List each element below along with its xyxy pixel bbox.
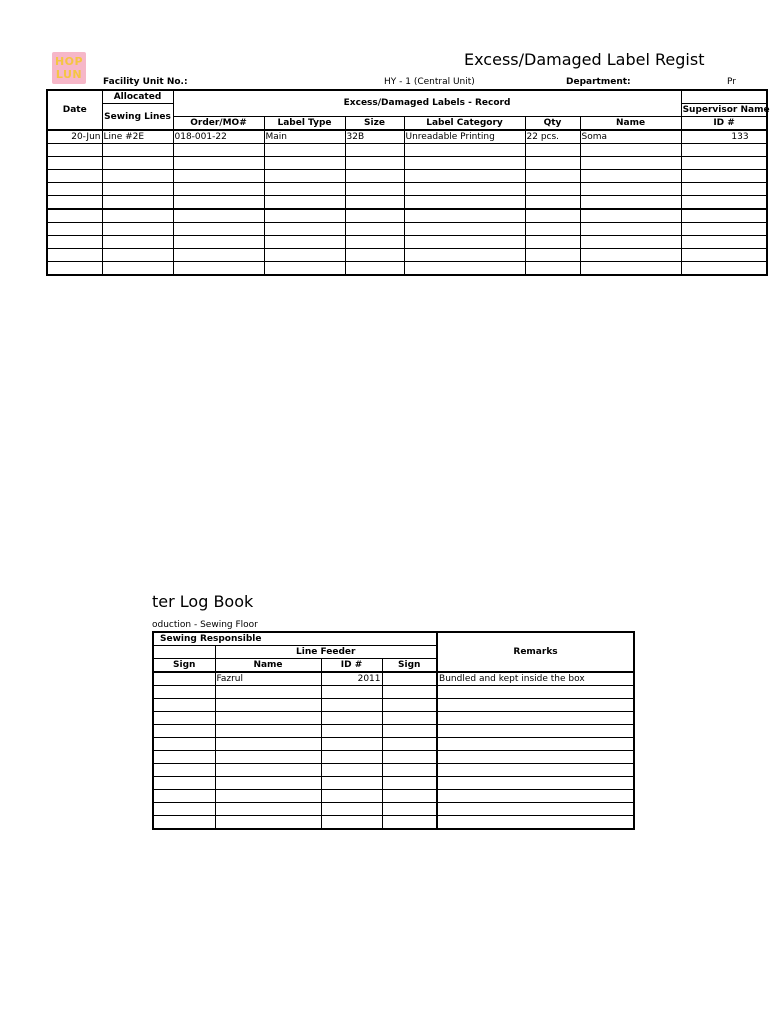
logo-text-bottom: LUN (55, 68, 83, 81)
empty-cell (525, 236, 580, 249)
empty-row (47, 223, 767, 236)
empty-cell (404, 209, 525, 223)
empty-row (153, 816, 634, 830)
empty-cell (153, 751, 215, 764)
empty-cell (321, 725, 382, 738)
empty-cell (681, 196, 767, 210)
cell-sign (153, 672, 215, 686)
empty-cell (153, 764, 215, 777)
empty-cell (264, 144, 345, 157)
department-label: Department: (566, 77, 631, 87)
cell-label-type: Main (264, 130, 345, 144)
header-remarks: Remarks (437, 632, 634, 672)
empty-cell (321, 803, 382, 816)
empty-row (47, 183, 767, 196)
empty-row (153, 725, 634, 738)
empty-cell (102, 183, 173, 196)
empty-cell (382, 725, 437, 738)
empty-cell (437, 712, 634, 725)
department-value: Pr (727, 77, 736, 87)
empty-cell (173, 157, 264, 170)
empty-cell (102, 144, 173, 157)
empty-cell (102, 262, 173, 276)
empty-cell (264, 157, 345, 170)
empty-cell (47, 144, 102, 157)
empty-cell (525, 223, 580, 236)
empty-cell (47, 262, 102, 276)
empty-cell (681, 209, 767, 223)
empty-cell (321, 751, 382, 764)
s2-header-blank (153, 646, 215, 659)
header-line-feeder: Line Feeder (215, 646, 437, 659)
empty-cell (437, 738, 634, 751)
empty-cell (580, 223, 681, 236)
empty-cell (264, 236, 345, 249)
empty-cell (382, 751, 437, 764)
empty-cell (321, 816, 382, 830)
empty-cell (102, 223, 173, 236)
empty-cell (153, 712, 215, 725)
empty-row (153, 699, 634, 712)
empty-cell (525, 196, 580, 210)
logo-text-top: HOP (54, 55, 84, 68)
empty-row (153, 738, 634, 751)
empty-cell (102, 249, 173, 262)
empty-cell (681, 236, 767, 249)
empty-cell (580, 262, 681, 276)
empty-cell (382, 699, 437, 712)
empty-cell (102, 209, 173, 223)
empty-cell (153, 725, 215, 738)
header-sewing-responsible: Sewing Responsible (153, 632, 437, 646)
cell-remarks: Bundled and kept inside the box (437, 672, 634, 686)
facility-value: HY - 1 (Central Unit) (384, 77, 475, 87)
empty-row (153, 712, 634, 725)
empty-cell (47, 249, 102, 262)
header-feeder-sign: Sign (382, 659, 437, 673)
empty-row (47, 196, 767, 210)
cell-category: Unreadable Printing (404, 130, 525, 144)
header-sewing-lines: Sewing Lines (102, 104, 173, 131)
cell-id: 133 (681, 130, 767, 144)
empty-cell (47, 196, 102, 210)
empty-cell (345, 183, 404, 196)
empty-row (153, 764, 634, 777)
empty-cell (345, 209, 404, 223)
empty-row (47, 157, 767, 170)
empty-cell (681, 157, 767, 170)
cell-line: Line #2E (102, 130, 173, 144)
header-supervisor-name: Supervisor Name (682, 104, 770, 115)
empty-cell (681, 144, 767, 157)
empty-cell (404, 196, 525, 210)
empty-cell (215, 738, 321, 751)
empty-cell (404, 223, 525, 236)
sheet1-title-wrap (440, 48, 738, 72)
empty-cell (47, 236, 102, 249)
empty-cell (173, 209, 264, 223)
empty-cell (382, 790, 437, 803)
empty-cell (580, 249, 681, 262)
empty-cell (215, 686, 321, 699)
empty-cell (102, 236, 173, 249)
empty-cell (153, 699, 215, 712)
empty-cell (437, 803, 634, 816)
empty-cell (47, 170, 102, 183)
cell-feeder-sign (382, 672, 437, 686)
empty-cell (173, 170, 264, 183)
sheet2-title-wrap (152, 590, 292, 614)
empty-cell (437, 699, 634, 712)
empty-cell (404, 183, 525, 196)
empty-row (47, 249, 767, 262)
empty-cell (47, 183, 102, 196)
empty-cell (437, 790, 634, 803)
empty-cell (321, 790, 382, 803)
empty-row (47, 170, 767, 183)
header-qty: Qty (525, 117, 580, 131)
empty-cell (264, 249, 345, 262)
empty-row (153, 751, 634, 764)
empty-cell (580, 236, 681, 249)
empty-row (47, 262, 767, 276)
empty-cell (321, 699, 382, 712)
empty-cell (437, 725, 634, 738)
empty-cell (215, 790, 321, 803)
header-id: ID # (681, 117, 767, 131)
empty-row (47, 144, 767, 157)
empty-cell (437, 764, 634, 777)
empty-cell (437, 686, 634, 699)
empty-cell (173, 262, 264, 276)
cell-qty: 22 pcs. (525, 130, 580, 144)
empty-row (153, 777, 634, 790)
empty-cell (264, 262, 345, 276)
header-size: Size (345, 117, 404, 131)
empty-cell (173, 249, 264, 262)
label-register-table (46, 89, 768, 276)
header-feeder-id: ID # (321, 659, 382, 673)
empty-cell (681, 183, 767, 196)
header-blank (681, 90, 767, 104)
company-logo (52, 52, 86, 84)
empty-cell (404, 144, 525, 157)
empty-cell (404, 157, 525, 170)
table-row (153, 672, 634, 686)
empty-cell (173, 183, 264, 196)
cell-feeder-name: Fazrul (215, 672, 321, 686)
empty-cell (525, 183, 580, 196)
sheet2-table-wrap (152, 631, 633, 827)
sheet2-title: ter Log Book (152, 592, 254, 611)
empty-cell (321, 686, 382, 699)
empty-cell (153, 738, 215, 751)
empty-cell (437, 751, 634, 764)
empty-cell (525, 249, 580, 262)
header-record-group: Excess/Damaged Labels - Record (173, 90, 681, 117)
empty-cell (345, 157, 404, 170)
log-book-table (152, 631, 635, 830)
empty-cell (437, 816, 634, 830)
empty-cell (173, 236, 264, 249)
empty-cell (345, 144, 404, 157)
empty-row (47, 209, 767, 223)
empty-cell (215, 777, 321, 790)
empty-row (153, 790, 634, 803)
empty-cell (345, 196, 404, 210)
empty-cell (382, 803, 437, 816)
empty-cell (525, 157, 580, 170)
empty-cell (404, 170, 525, 183)
empty-cell (321, 712, 382, 725)
empty-cell (264, 196, 345, 210)
empty-cell (102, 196, 173, 210)
empty-cell (153, 777, 215, 790)
empty-cell (681, 170, 767, 183)
header-order: Order/MO# (173, 117, 264, 131)
empty-cell (47, 223, 102, 236)
empty-cell (580, 144, 681, 157)
header-name: Name (580, 117, 681, 131)
s2-header-row-1 (153, 632, 634, 646)
empty-cell (102, 157, 173, 170)
empty-cell (580, 209, 681, 223)
empty-cell (102, 170, 173, 183)
empty-cell (580, 157, 681, 170)
empty-cell (153, 790, 215, 803)
empty-cell (173, 223, 264, 236)
empty-cell (525, 262, 580, 276)
empty-cell (382, 738, 437, 751)
empty-cell (264, 209, 345, 223)
empty-cell (525, 209, 580, 223)
empty-cell (215, 725, 321, 738)
empty-cell (580, 170, 681, 183)
empty-cell (525, 170, 580, 183)
empty-cell (345, 236, 404, 249)
empty-cell (47, 157, 102, 170)
facility-label: Facility Unit No.: (103, 77, 188, 87)
table-row (47, 130, 767, 144)
header-row-1 (47, 90, 767, 104)
empty-cell (345, 249, 404, 262)
empty-cell (321, 738, 382, 751)
empty-cell (264, 223, 345, 236)
empty-cell (437, 777, 634, 790)
empty-cell (580, 183, 681, 196)
header-sign: Sign (153, 659, 215, 673)
sheet1-table-wrap (46, 89, 770, 284)
empty-cell (382, 777, 437, 790)
cell-date: 20-Jun (47, 130, 102, 144)
empty-cell (321, 777, 382, 790)
empty-cell (382, 816, 437, 830)
empty-row (153, 686, 634, 699)
cell-size: 32B (345, 130, 404, 144)
empty-cell (404, 249, 525, 262)
empty-row (153, 803, 634, 816)
empty-cell (382, 764, 437, 777)
empty-cell (681, 249, 767, 262)
cell-order: 018-001-22 (173, 130, 264, 144)
cell-name: Soma (580, 130, 681, 144)
empty-cell (321, 764, 382, 777)
header-allocated: Allocated (102, 90, 173, 104)
empty-cell (345, 262, 404, 276)
empty-cell (215, 712, 321, 725)
empty-cell (215, 764, 321, 777)
empty-row (47, 236, 767, 249)
empty-cell (345, 170, 404, 183)
sheet1-title: Excess/Damaged Label Regist (464, 50, 705, 69)
empty-cell (681, 223, 767, 236)
empty-cell (681, 262, 767, 276)
empty-cell (153, 686, 215, 699)
empty-cell (345, 223, 404, 236)
empty-cell (153, 803, 215, 816)
empty-cell (173, 196, 264, 210)
empty-cell (264, 183, 345, 196)
empty-cell (525, 144, 580, 157)
empty-cell (382, 712, 437, 725)
empty-cell (215, 803, 321, 816)
empty-cell (382, 686, 437, 699)
empty-cell (264, 170, 345, 183)
empty-cell (153, 816, 215, 830)
header-label-category: Label Category (404, 117, 525, 131)
empty-cell (580, 196, 681, 210)
empty-cell (404, 262, 525, 276)
header-feeder-name: Name (215, 659, 321, 673)
empty-cell (215, 751, 321, 764)
empty-cell (47, 209, 102, 223)
header-date: Date (47, 90, 102, 130)
empty-cell (215, 699, 321, 712)
empty-cell (404, 236, 525, 249)
header-label-type: Label Type (264, 117, 345, 131)
empty-cell (173, 144, 264, 157)
sheet2-subtitle: oduction - Sewing Floor (152, 620, 258, 630)
empty-cell (215, 816, 321, 830)
cell-feeder-id: 2011 (321, 672, 382, 686)
